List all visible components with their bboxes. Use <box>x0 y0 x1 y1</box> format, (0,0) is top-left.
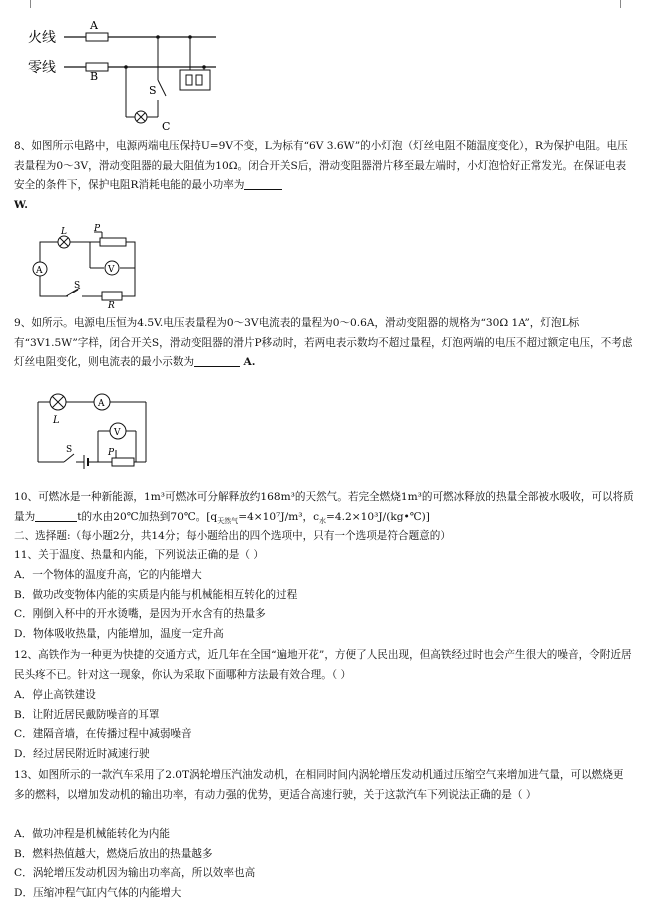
subscript-water: 水 <box>319 516 327 525</box>
question-10-text: 10、可燃冰是一种新能源，1m³可燃冰可分解释放约168m³的天然气。若完全燃烧1m³的可燃冰释放的热量全部被水吸收，可以将质量为 <box>14 491 634 523</box>
fuse-b-label: B <box>90 70 99 83</box>
question-10-text-4: =4.2×10³J/(kg•℃)] <box>326 510 430 523</box>
question-13-options <box>14 825 634 903</box>
answer-blank <box>194 354 240 367</box>
question-12-options <box>14 686 634 764</box>
question-8-unit: W. <box>14 198 28 211</box>
option-a[interactable]: A．做功冲程是机械能转化为内能 <box>14 828 170 840</box>
slider-p-label: P <box>108 448 115 458</box>
answer-blank <box>244 177 282 190</box>
switch-s-label: S <box>66 445 73 455</box>
question-10-text-3: =4×10⁷J/m³，c <box>238 510 320 523</box>
question-9-text: 9、如所示。电源电压恒为4.5V.电压表量程为0～3V电流表的量程为0～0.6A，滑动变阻器的规格为“30Ω 1A”，灯泡L标有“3V1.5W”字样，闭合开关S，滑动变阻器的滑片P移动时，若两电表示数均不超过量程，灯泡两端的电压不超过额定电压，不考虑灯丝电阻变化，则电流表的最小示数为 <box>14 317 633 368</box>
question-10-text-2: t的水由20℃加热到70℃。[q <box>77 510 218 523</box>
switch-s-icon <box>158 80 166 96</box>
slider-p-label: P <box>94 224 101 234</box>
live-wire-label: 火线 <box>28 30 56 46</box>
resistor-icon <box>102 292 122 300</box>
lamp-label: L <box>53 415 60 426</box>
ammeter-label: A <box>36 266 43 276</box>
option-d[interactable]: D．物体吸收热量，内能增加，温度一定升高 <box>14 627 224 640</box>
option-c[interactable]: C．涡轮增压发动机因为输出功率高，所以效率也高 <box>14 867 256 879</box>
option-b[interactable]: B．燃料热值越大，燃烧后放出的热量越多 <box>14 847 213 860</box>
question-13-stem <box>14 766 634 805</box>
point-c-label: C <box>162 120 171 133</box>
question-12-stem <box>14 646 634 685</box>
option-d[interactable]: D．压缩冲程气缸内气体的内能增大 <box>14 886 182 899</box>
question-9-unit: A. <box>243 356 256 368</box>
resistor-label: R <box>108 301 115 311</box>
socket-icon <box>180 70 210 90</box>
question-11-stem: 11、关于温度、热量和内能，下列说法正确的是（ ） <box>14 549 264 561</box>
option-d[interactable]: D．经过居民附近时减速行驶 <box>14 747 150 760</box>
question-8 <box>14 137 634 215</box>
lamp-label: L <box>61 227 67 237</box>
answer-blank <box>35 509 77 522</box>
switch-s-label: S <box>149 84 157 97</box>
question-11-options <box>14 566 634 644</box>
question-13-text: 13、如图所示的一款汽车采用了2.0T涡轮增压汽油发动机，在相同时间内涡轮增压发动机通过压缩空气来增加进气量，可以燃烧更多的燃料，以增加发动机的输出功率，有动力强的优势，更适合高速行驶，关于这款汽车下列说法正确的是（ ） <box>14 769 624 801</box>
rheostat-icon <box>100 238 126 246</box>
household-circuit-figure <box>28 10 228 135</box>
option-c[interactable]: C．刚倒入杯中的开水烫嘴，是因为开水含有的热量多 <box>14 608 266 620</box>
option-a[interactable]: A．一个物体的温度升高，它的内能增大 <box>14 569 202 581</box>
voltmeter-label: V <box>114 428 121 438</box>
ammeter-label: A <box>98 399 105 409</box>
section-2-heading: 二、选择题:（每小题2分，共14分；每小题给出的四个选项中，只有一个选项是符合题意的） <box>14 530 451 542</box>
voltmeter-label: V <box>108 265 115 275</box>
neutral-wire-label: 零线 <box>28 60 56 76</box>
rheostat-icon <box>112 458 134 466</box>
page-corner-mark <box>620 0 621 8</box>
question-10 <box>14 488 634 531</box>
fuse-a-label: A <box>90 19 98 32</box>
option-b[interactable]: B．做功改变物体内能的实质是内能与机械能相互转化的过程 <box>14 588 298 601</box>
subscript-natural-gas: 天然气 <box>217 516 239 525</box>
option-a[interactable]: A．停止高铁建设 <box>14 689 96 701</box>
switch-icon <box>64 454 74 462</box>
q8-circuit-figure <box>28 224 143 311</box>
question-8-text: 8、如图所示电路中，电源两端电压保持U=9V不变，L为标有“6V 3.6W”的小灯泡（灯丝电阻不随温度变化），R为保护电阻。电压表量程为0～3V，滑动变阻器的最大阻值为10Ω。闭合开关S后，滑动变阻器滑片移至最左端时，小灯泡恰好正常发光。在保证电表安全的条件下，保护电阻R消耗电能的最小功率为 <box>14 140 628 191</box>
question-9 <box>14 314 634 373</box>
option-c[interactable]: C．建隔音墙，在传播过程中减弱噪音 <box>14 728 192 740</box>
fuse-a-icon <box>86 33 108 41</box>
question-12-text: 12、高铁作为一种更为快捷的交通方式，近几年在全国“遍地开花”，方便了人民出现，但高铁经过时也会产生很大的噪音，令附近居民头疼不已。针对这一现象，你认为采取下面哪种方法最有效合理。（ ） <box>14 649 632 681</box>
q9-circuit-figure <box>28 388 153 480</box>
switch-s-label: S <box>74 281 81 291</box>
option-b[interactable]: B．让附近居民戴防噪音的耳罩 <box>14 708 160 721</box>
page-corner-mark <box>30 0 31 8</box>
